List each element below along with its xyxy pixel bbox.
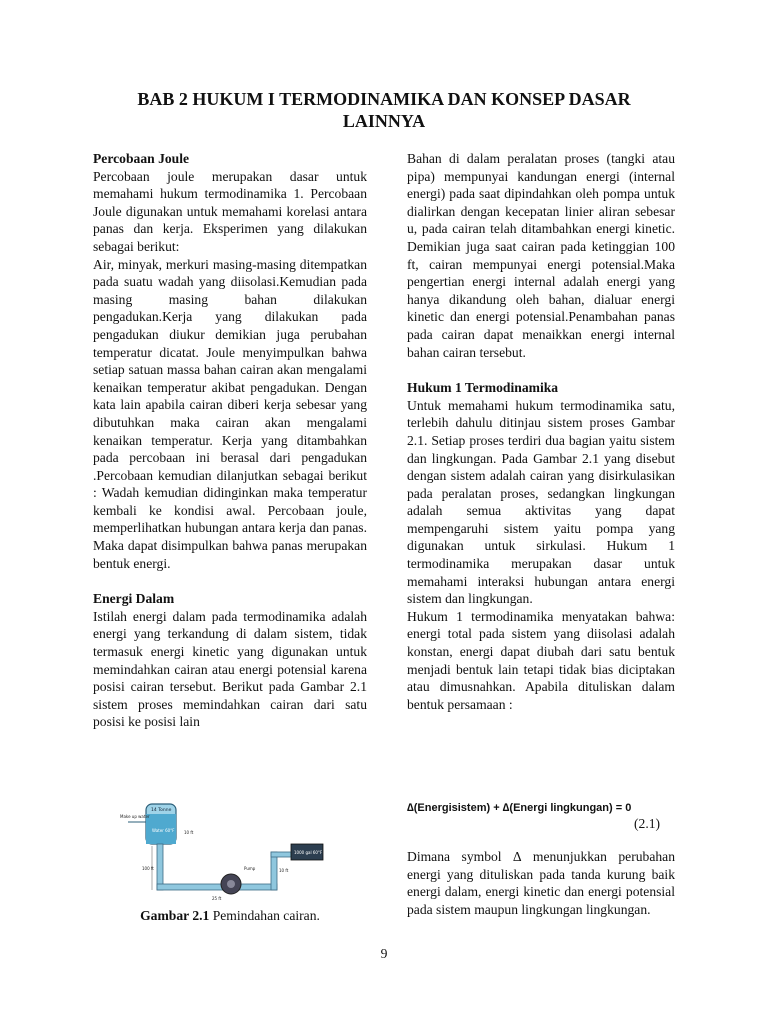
- paragraph-joule-intro: Percobaan joule merupakan dasar untuk memahami hukum termodinamika 1. Percobaan Joule digunakan untuk memahami korelasi antara panas dan kerja. Eksperimen yang dilakukan sebagai berikut:: [93, 168, 367, 254]
- figure-caption: [93, 908, 367, 924]
- liquid-label: Water 60°F: [152, 828, 175, 833]
- dim-right: 10 ft: [279, 868, 289, 873]
- dim-left: 100 ft: [142, 866, 154, 871]
- pipe-top: [271, 852, 291, 857]
- pump-label: Pump: [244, 866, 256, 871]
- pipe-riser: [271, 852, 277, 890]
- makeup-label: Make up water: [120, 814, 150, 819]
- pipe-horizontal: [157, 884, 277, 890]
- right-column-after-equation: [407, 848, 675, 918]
- heading-energi-dalam: Energi Dalam: [93, 591, 175, 607]
- paragraph-joule-experiment: Air, minyak, merkuri masing-masing ditempatkan pada suatu wadah yang diisolasi.Kemudian pada masing masing bahan dilakukan pengadukan.Kerja yang dilakukan pada pengadukan diukur demikian juga perubahan temperatur dicatat. Joule menyimpulkan bahwa setiap satuan massa bahan cairan akan mengalami kenaikan temperatur akibat pengadukan. Dengan kata lain apabila cairan diberi kerja sebesar yang dibutuhkan maka cairan akan mengalami kenaikan temperatur. Kerja yang ditambahkan pada percobaan ini berasal dari pengadukan .Percobaan kemudian dilanjutkan sebagai berikut : Wadah kemudian didinginkan maka temperatur kembali ke kondisi awal. Percobaan joule, memperlihatkan hubungan antara kerja dan panas. Maka dapat disimpulkan bahwa panas merupakan bentuk energi.: [93, 256, 367, 571]
- receiving-tank-label: 1000 gal 60°F: [294, 850, 323, 855]
- heading-percobaan-joule: Percobaan Joule: [93, 151, 190, 166]
- pump-hub: [227, 880, 235, 888]
- left-column: [93, 150, 367, 731]
- paragraph-energi-internal: Bahan di dalam peralatan proses (tangki atau pipa) mempunyai kandungan energi (internal energi) pada saat dipindahkan oleh pompa untuk dialirkan dengan kecepatan linier aliran sebesar u, pada cairan telah ditambahkan energi kinetic. Demikian juga saat cairan pada ketinggian 100 ft, cairan mempunyai energi potensial.Maka pengertian energi internal adalah energi yang hanya dikandung oleh bahan, dialuar energi kinetic dan energi potensial.Penambahan panas pada cairan dapat menaikkan energi internal bahan cairan tersebut.: [407, 151, 675, 360]
- caption-text: Pemindahan cairan.: [209, 908, 320, 923]
- equation: ∆(Energisistem) + ∆(Energi lingkungan) = 0: [407, 802, 632, 814]
- paragraph-symbol-explanation: Dimana symbol ∆ menunjukkan perubahan energi yang dituliskan pada tanda kurung baik energi dalam, energi kinetic dan energi potensial pada sistem maupun lingkungan lingkungan.: [407, 849, 675, 917]
- dim-side: 10 ft: [184, 830, 194, 835]
- equation-number: (2.1): [634, 816, 661, 831]
- figure-pump-diagram: [116, 796, 330, 904]
- dim-bottom: 25 ft: [212, 896, 222, 901]
- tank-label: 14 Tonne: [151, 808, 172, 813]
- title-line-2: LAINNYA: [342, 111, 426, 131]
- heading-hukum-1: Hukum 1 Termodinamika: [407, 380, 559, 396]
- caption-label: Gambar 2.1: [140, 908, 210, 923]
- paragraph-energi-dalam: Istilah energi dalam pada termodinamika adalah energi yang terkandung di dalam sistem, tidak termasuk energi kinetic yang digunakan untuk memindahkan cairan atau energi potensial karena posisi cairan tersebut. Berikut pada Gambar 2.1 sistem proses memindahkan cairan dari satu posisi ke posisi lain: [93, 608, 367, 730]
- page-number: 9: [380, 946, 388, 961]
- paragraph-hukum-1-statement: Hukum 1 termodinamika menyatakan bahwa: energi total pada sistem yang diisolasi adalah konstan, energi dapat diubah dari satu bentuk menjadi bentuk lain tetapi tidak bias diciptakan atau dimusnahkan. Apabila dituliskan dalam bentuk persamaan :: [407, 608, 675, 712]
- chapter-title: [100, 88, 668, 132]
- paragraph-hukum-1-intro: Untuk memahami hukum termodinamika satu, terlebih dahulu ditinjau sistem proses Gambar 2.1. Setiap proses terdiri dua bagian yaitu sistem dan lingkungan. Pada Gambar 2.1 yang disebut dengan sistem adalah cairan yang disirkulasikan pada peralatan proses, sedangkan lingkungan adalah semua aktivitas yang dapat mempengaruhi sistem yaitu pompa yang digunakan untuk sirkulasi. Hukum 1 termodinamika merupakan dasar untuk memahami interaksi hubungan antara energi sistem dan lingkungan.: [407, 397, 675, 607]
- pipe-vertical: [157, 844, 163, 890]
- right-column: [407, 150, 675, 713]
- title-line-1: BAB 2 HUKUM I TERMODINAMIKA DAN KONSEP DASAR: [137, 89, 631, 109]
